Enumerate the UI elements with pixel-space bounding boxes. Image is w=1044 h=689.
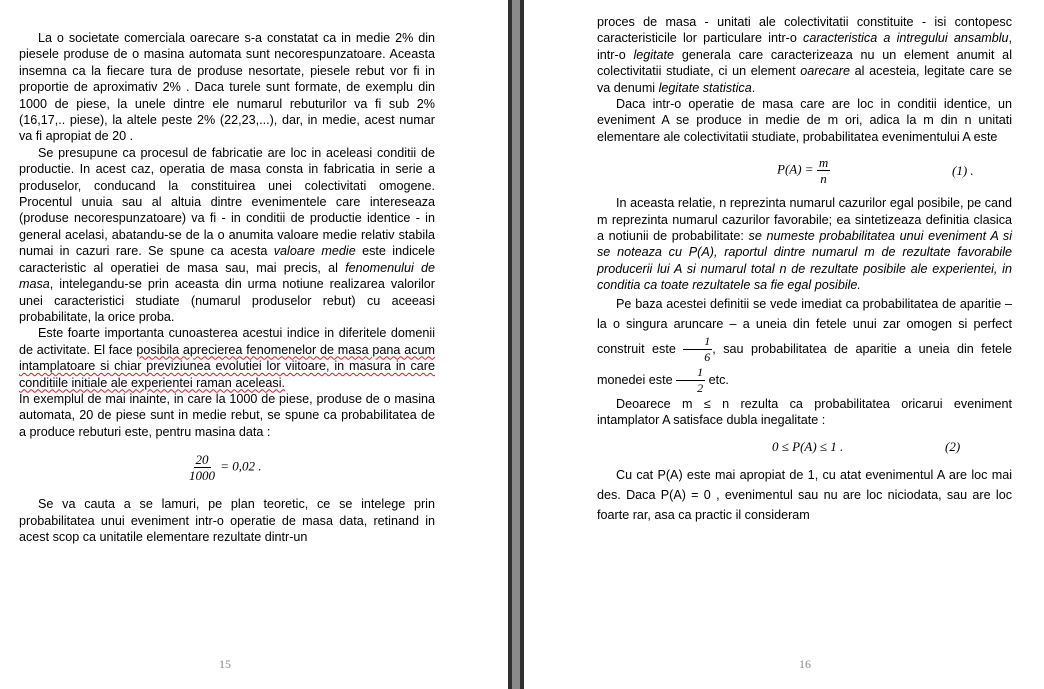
- paragraph: In aceasta relatie, n reprezinta numarul cazurilor egal posibile, pe cand m reprezinta numarul cazurilor favorabile; ea sintetizeaza definitia clasica a notiunii de probabilitate: se numeste probabilitatea unui eveniment A si se noteaza cu P(A), raportul dintre numarul m de rezultate favorabile producerii lui A si numarul total n de rezultate posibile ale experientei, in conditia ca toate rezultatele sa fie egal posibile.: [597, 196, 1012, 293]
- formula-2-inequality: 0 ≤ P(A) ≤ 1 . (2): [772, 438, 961, 454]
- fraction-one-half: $\frac{1}{2}$: [676, 365, 705, 396]
- paragraph: Pe baza acestei definitii se vede imediat ca probabilitatea de aparitie – la o singura aruncare – a uneia din fetele unui zar omogen si perfect construit este $\frac{1}{6}$ , sau probabilitatea de aparitie a uneia din fetele monedei este $\frac{1}{2}$ etc.: [597, 296, 1012, 395]
- fraction: $\frac{20}{1000}$: [189, 452, 215, 484]
- paragraph: Daca intr-o operatie de masa care are loc in conditii identice, un eveniment A se produce in medie de m ori, adica la m din n unitati elementare ale colectivitatii studiate, probabilitatea evenimentului A este: [597, 97, 1012, 144]
- paragraph: Se presupune ca procesul de fabricatie are loc in aceleasi conditii de productie. In acest caz, operatia de masa consta in fabricatia in serie a produselor, conducand la constituirea unei colectivitati omogene. Procentul unuia sau al altuia dintre evenimentele care intereseaza (produse necorespunzatoare) va fi - in conditii de productie identice - in general acelasi, abatandu-se de la o anumita valoare medie relativ stabila numai in cazuri rare. Se spune ca acesta valoare medie este indicele caracteristic al operatiei de masa sau, mai precis, al fenomenului de masa, intelegandu-se prin aceasta din urma notiune realizarea valorilor unei caracteristici studiate (numarul produselor rebut) cu aceeasi probabilitate, la orice proba.: [19, 145, 436, 324]
- formula-probability-example: $\frac{20}{1000}$ = 0,02 .: [189, 452, 262, 484]
- page-divider: [508, 0, 524, 689]
- fraction-one-sixth: $\frac{1}{6}$: [683, 334, 712, 365]
- paragraph: Este foarte importanta cunoasterea acestui indice in diferitele domenii de activitate. El face posibila aprecierea fenomenelor de masa pana acum intamplatoare si chiar previziunea evolutiei lor viitoare, in masura in care conditiile initiale ale experientei raman aceleasi.: [19, 326, 435, 390]
- equation-label: (2): [945, 438, 961, 454]
- paragraph: In exemplul de mai inainte, in care la 1000 de piese, produse de o masina automata, 20 de piese sunt in medie rebut, se spune ca probabilitatea de a produce rebuturi este, pentru masina data :: [19, 391, 435, 439]
- equation-label: (1) .: [952, 163, 974, 179]
- spellcheck-underlined-text: posibila aprecierea fenomenelor de masa pana acum intamplatoare si chiar previziunea evolutiei lor viitoare, in masura in care conditiile initiale ale experientei raman aceleasi.: [19, 342, 435, 390]
- paragraph: Cu cat P(A) este mai apropiat de 1, cu atat evenimentul A are loc mai des. Daca P(A) = 0 , evenimentul sau nu are loc niciodata, sau are loc foarte rar, asa ca practic il consideram: [597, 467, 1012, 522]
- page-number: 15: [219, 657, 231, 671]
- paragraph: Se va cauta a se lamuri, pe plan teoretic, ce se intelege prin probabilitatea unui eveniment intr-o operatie de masa data, retinand in acest scop ca unitatile elementare rezultate dintr-un: [19, 497, 435, 544]
- fraction: $\frac{m}{n}$: [818, 155, 829, 187]
- page-number: 16: [799, 657, 811, 671]
- formula-1-classical-probability: P(A) = $\frac{m}{n}$ (1) .: [777, 155, 974, 187]
- document-page-right: [524, 0, 1044, 689]
- paragraph: Deoarece m ≤ n rezulta ca probabilitatea oricarui eveniment intamplator A satisface dubla inegalitate :: [597, 396, 1012, 428]
- paragraph: proces de masa - unitati ale colectivitatii constituite - isi contopesc caracteristicile lor particulare intr-o caracteristica a intregului ansamblu, intr-o legitate generala care caracterizeaza nu un element anumit al colectivitatii studiate, ci un element oarecare al acesteia, legitate care se va denumi legitate statistica.: [597, 15, 1012, 95]
- page-text-body: [597, 14, 1012, 525]
- page-text-body: [19, 30, 435, 545]
- paragraph: La o societate comerciala oarecare s-a constatat ca in medie 2% din piesele produse de o masina automata sunt necorespunzatoare. Aceasta insemna ca la fiecare tura de produse nesortate, piesele rebut vor fi in proportie de aproximativ 2% . Daca turele sunt formate, de exemplu din 1000 de piese, la unele dintre ele numarul rebuturilor va fi sub 2% (16,17,.. piese), la altele peste 2% (22,23,...), dar, in medie, acest numar va fi apropiat de 20 .: [19, 31, 435, 144]
- document-page-left: [0, 0, 508, 689]
